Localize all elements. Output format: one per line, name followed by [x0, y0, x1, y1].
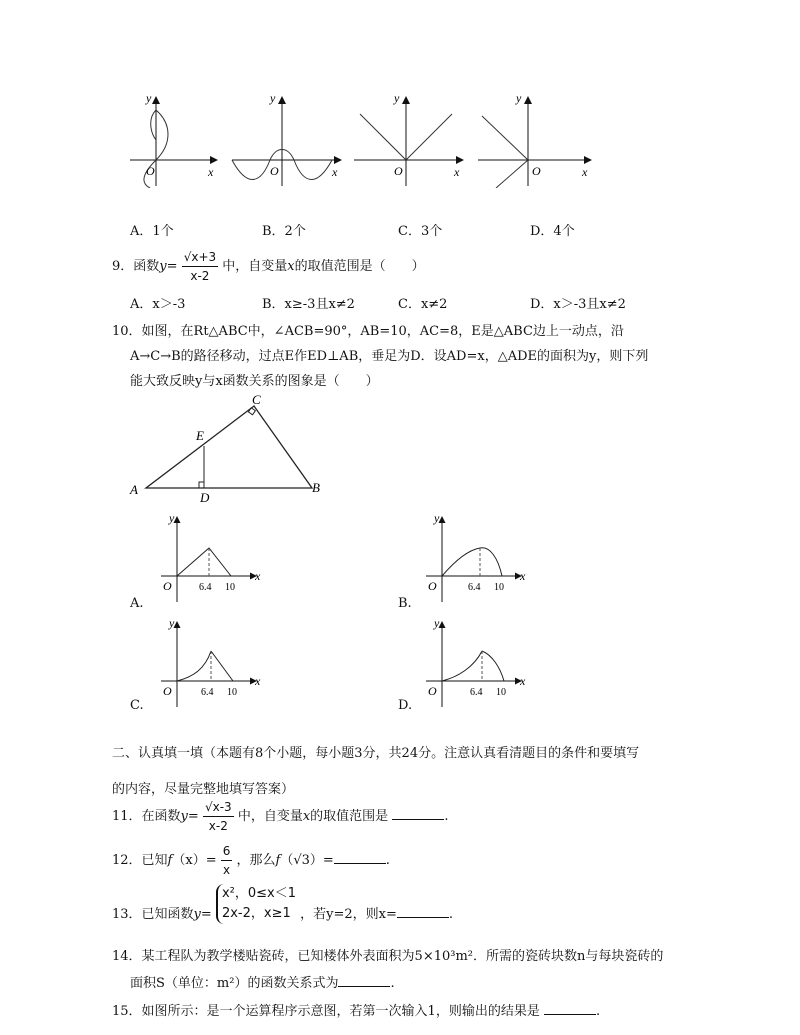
gb-y: y [434, 511, 440, 525]
q9-number: 9． [112, 259, 134, 274]
q8-graph-3 [354, 91, 462, 186]
gd-y: y [434, 616, 440, 630]
q12-mid: （x）= [172, 853, 217, 868]
q8-graphs [120, 88, 600, 188]
q13-eq: = [200, 907, 212, 922]
gb-o: O [428, 579, 437, 593]
q8-g3-x-label: x [454, 165, 460, 179]
q12-end: . [385, 853, 390, 868]
tri-label-b: B [312, 480, 320, 495]
q10-option-d[interactable]: D. [398, 698, 413, 713]
gc-o: O [163, 684, 172, 698]
q9-denominator: x-2 [190, 269, 210, 283]
q11-y: y [180, 809, 188, 824]
q13-pre: 13．已知函数 [112, 907, 194, 922]
gd-t2: 10 [496, 687, 506, 698]
tri-label-e: E [196, 428, 204, 443]
q8-g1-y-label: y [146, 91, 152, 105]
q12-denominator: x [223, 863, 231, 877]
q13-case-2: 2x-2，x≥1 [221, 906, 291, 921]
q15 [112, 1000, 600, 1019]
q10-line-2: A→C→B的路径移动，过点E作ED⊥AB，垂足为D．设AD=x，△ADE的面积为y，则下列 [130, 349, 649, 364]
q8-g4-x-label: x [582, 165, 588, 179]
gc-t2: 10 [227, 687, 237, 698]
ga-t2: 10 [225, 582, 235, 593]
q8-g4-origin: O [532, 164, 541, 178]
q9-y: y [159, 259, 167, 274]
q10-triangle-figure [128, 392, 328, 504]
tri-label-a: A [130, 482, 138, 497]
q13-answer-blank[interactable] [397, 905, 449, 918]
q12-pre: 12．已知 [112, 853, 168, 868]
q11: 11．在函数y= $\frac{√x-3}{x-2}$ 中，自变量x的取值范围是 . [112, 800, 449, 833]
q15-text: 15．如图所示：是一个运算程序示意图，若第一次输入1，则输出的结果是 [112, 1004, 540, 1019]
q8-g1-origin: O [146, 164, 155, 178]
q8-option-a[interactable]: A．1个 [130, 224, 174, 239]
q10-option-a[interactable]: A. [130, 596, 144, 611]
q13-end: . [448, 907, 454, 922]
q12-f2: f [275, 853, 281, 868]
q9-fraction [182, 248, 218, 285]
ga-y: y [169, 511, 175, 525]
q8-graph-4 [478, 91, 590, 188]
section2-line-1: 二、认真填一填（本题有8个小题，每小题3分，共24分。注意认真看清题目的条件和要填写 [112, 746, 640, 761]
gc-t1: 6.4 [201, 687, 214, 698]
q11-x: x [302, 809, 311, 824]
q15-answer-blank[interactable] [544, 1002, 596, 1015]
q10-line-1: 10．如图，在Rt△ABC中，∠ACB=90°，AB=10，AC=8，E是△ABC边上一动点，沿 [112, 324, 624, 339]
q8-graph-2 [232, 91, 340, 186]
q14-end: . [390, 976, 395, 991]
q8-option-d[interactable]: D．4个 [530, 224, 575, 239]
q10-graph-d [420, 615, 530, 709]
q9-pre: 函数 [133, 259, 160, 274]
q11-eq: = [187, 809, 199, 824]
q10-graph-a [155, 510, 265, 604]
gb-t2: 10 [494, 582, 504, 593]
q14-line-2-group [130, 972, 395, 991]
q9-stem [112, 248, 425, 285]
ga-t1: 6.4 [199, 582, 212, 593]
q14-line-1: 14．某工程队为教学楼贴瓷砖，已知楼体外表面积为5×10³m²．所需的瓷砖块数n与每块瓷砖的 [112, 949, 664, 964]
q12-fraction [221, 842, 233, 879]
q12-f: f [167, 853, 173, 868]
q12-numerator: 6 [221, 842, 233, 861]
gc-y: y [169, 616, 175, 630]
q9-post: 中，自变量 [222, 259, 288, 274]
tri-label-d: D [200, 490, 210, 504]
q11-fraction [203, 798, 234, 835]
gd-t1: 6.4 [470, 687, 483, 698]
q13-post: ，若y=2，则x= [300, 907, 397, 922]
q13-piecewise [216, 884, 296, 924]
q11-post: 中，自变量 [237, 809, 303, 824]
q14-answer-blank[interactable] [338, 974, 390, 987]
q9-option-d[interactable]: D．x＞-3且x≠2 [530, 297, 626, 312]
gd-o: O [428, 684, 437, 698]
q13-y: y [193, 907, 201, 922]
tri-label-c: C [252, 392, 261, 407]
q8-graph-1 [130, 91, 216, 188]
q8-g3-y-label: y [394, 91, 400, 105]
q9-option-b[interactable]: B．x≥-3且x≠2 [262, 297, 355, 312]
q11-pre: 11．在函数 [112, 809, 181, 824]
q9-option-c[interactable]: C．x≠2 [398, 297, 448, 312]
q10-graph-b [420, 510, 530, 604]
q10-line-3: 能大致反映y与x函数关系的图象是（ ） [130, 374, 379, 389]
gb-t1: 6.4 [468, 582, 481, 593]
gd-x: x [520, 674, 526, 688]
q11-answer-blank[interactable] [392, 807, 444, 820]
q9-post2: 的取值范围是（ ） [294, 259, 425, 274]
ga-o: O [163, 579, 172, 593]
q8-g1-x-label: x [208, 165, 214, 179]
q9-numerator: √x+3 [182, 248, 218, 267]
gc-x: x [255, 674, 261, 688]
q13-tail [300, 905, 453, 924]
section2-line-2: 的内容，尽量完整地填写答案） [112, 782, 295, 797]
q14-line-2: 面积S（单位：m²）的函数关系式为 [130, 976, 339, 991]
q9-option-a[interactable]: A．x＞-3 [130, 297, 186, 312]
q8-g2-x-label: x [332, 165, 338, 179]
q10-graph-c [155, 615, 265, 709]
q8-g4-y-label: y [516, 91, 522, 105]
q11-denominator: x-2 [208, 819, 228, 833]
q11-numerator: √x-3 [203, 798, 234, 817]
q8-g2-origin: O [270, 164, 279, 178]
q8-g3-origin: O [394, 164, 403, 178]
q10-option-b[interactable]: B. [398, 596, 412, 611]
q8-option-c[interactable]: C．3个 [398, 224, 443, 239]
q12-answer-blank[interactable] [334, 851, 386, 864]
q8-g2-y-label: y [270, 91, 276, 105]
q13-pre-group [112, 906, 212, 924]
q8-option-b[interactable]: B．2个 [262, 224, 306, 239]
q12-arg: （√3）= [280, 853, 334, 868]
q11-post2: 的取值范围是 [310, 809, 389, 824]
q13-case-1: x²，0≤x＜1 [221, 886, 296, 901]
q12 [112, 842, 390, 879]
q10-option-c[interactable]: C. [130, 698, 144, 713]
gb-x: x [520, 569, 526, 583]
ga-x: x [255, 569, 261, 583]
q13 [112, 884, 453, 924]
q12-post: ，那么 [236, 853, 276, 868]
q15-end: . [595, 1004, 601, 1019]
q9-eq: = [166, 259, 178, 274]
q9-x: x [287, 259, 295, 274]
